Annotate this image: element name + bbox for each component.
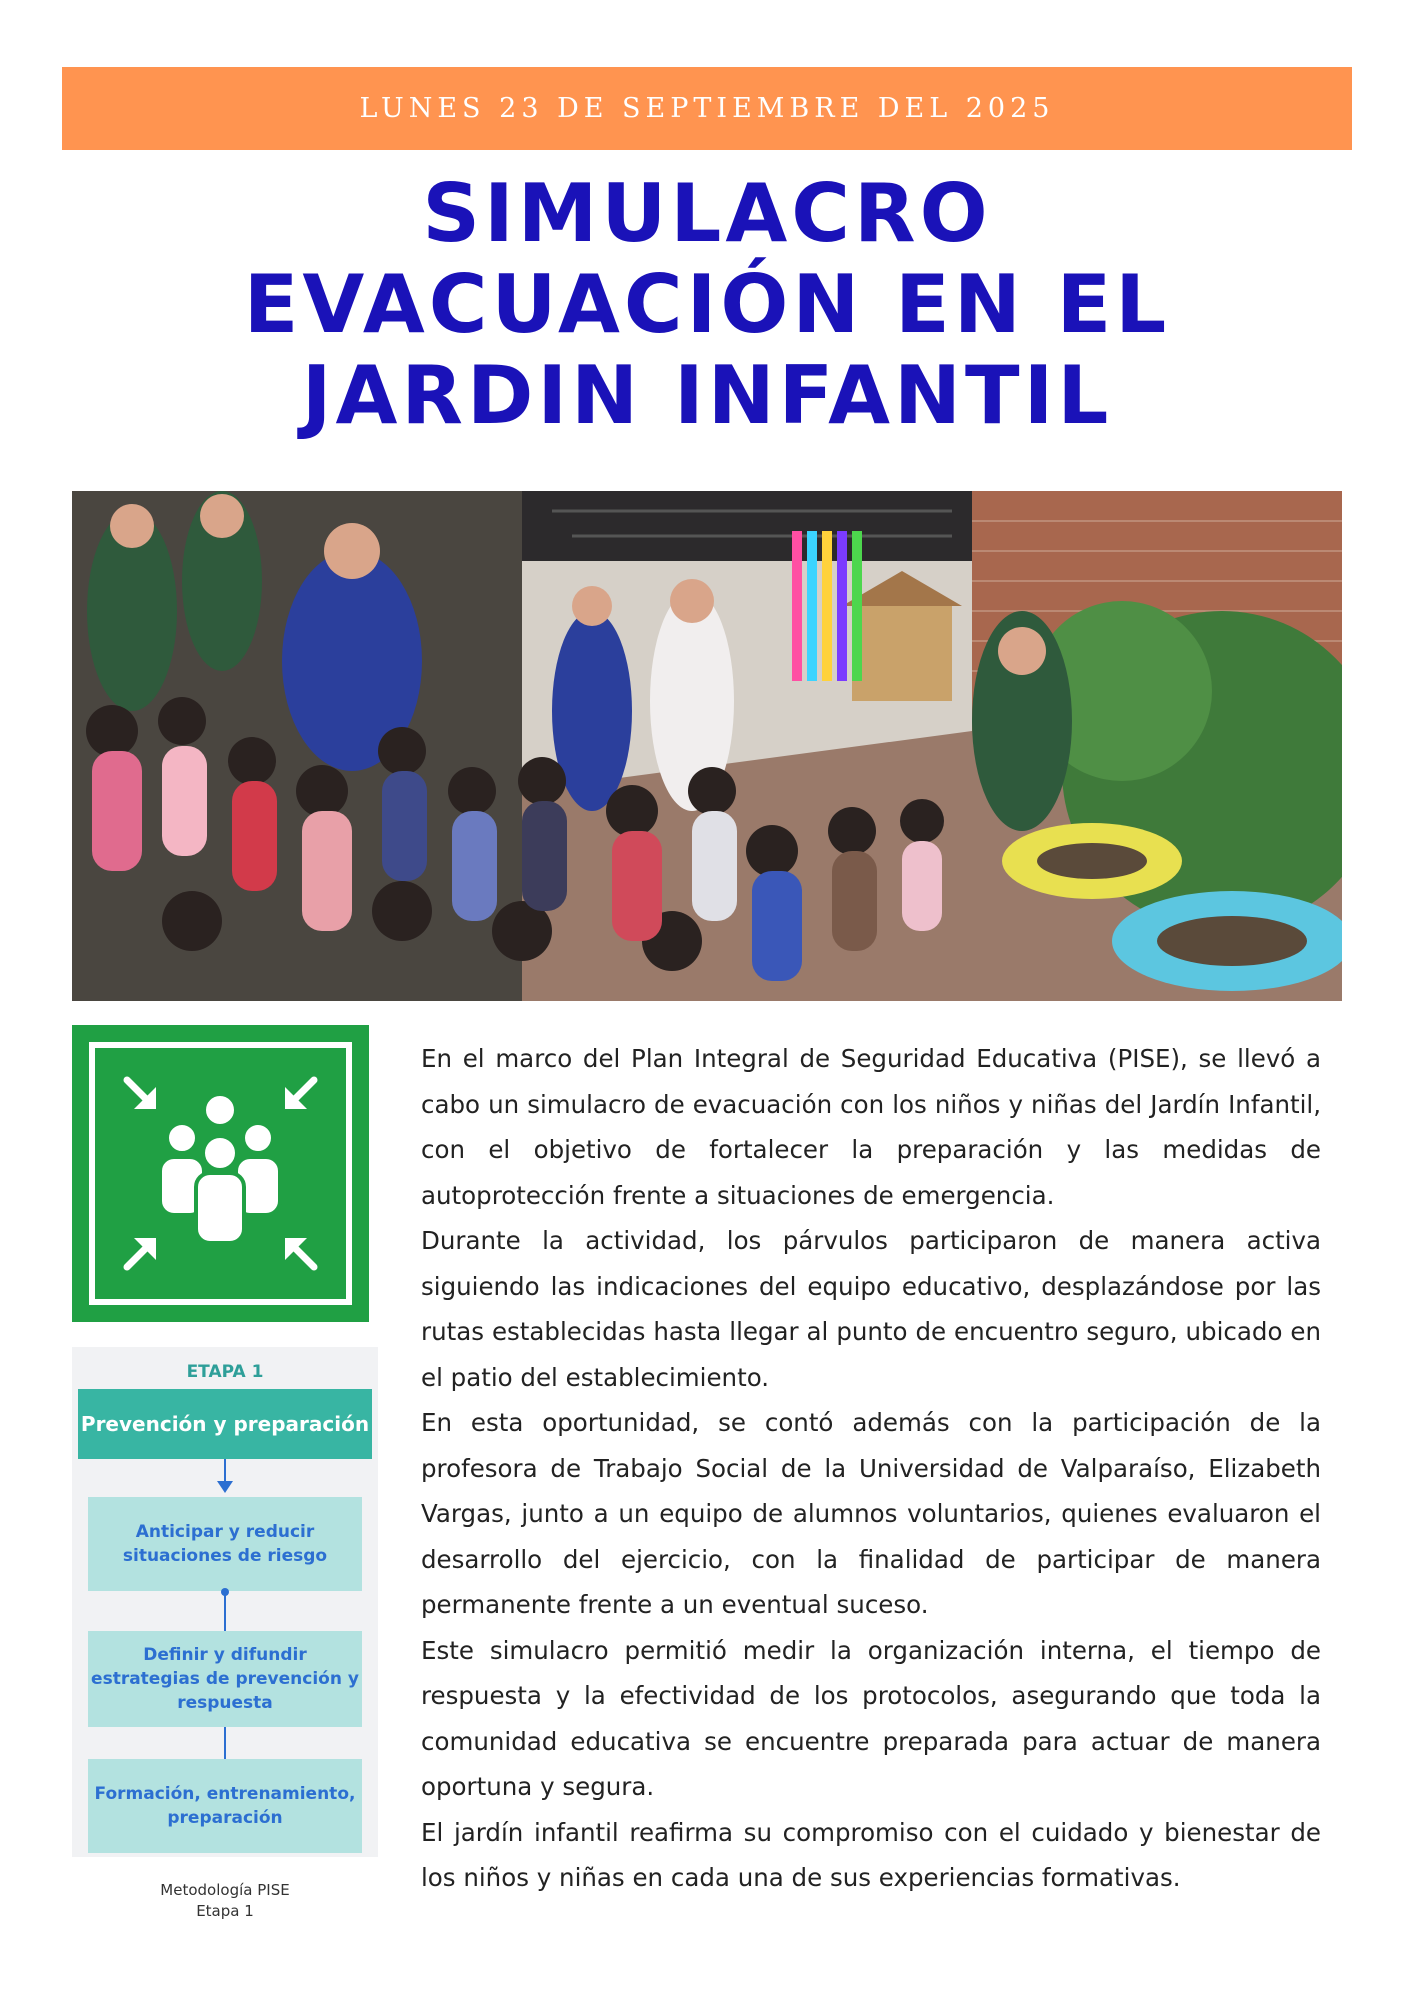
pise-step: Definir y difundir estrategias de prevención y respuesta bbox=[88, 1631, 362, 1727]
date-banner bbox=[62, 67, 1352, 150]
article-body bbox=[421, 1036, 1321, 1901]
pise-stage-title: Prevención y preparación bbox=[78, 1389, 372, 1459]
connector-line bbox=[224, 1591, 226, 1631]
pise-diagram bbox=[72, 1347, 378, 1857]
paragraph: Durante la actividad, los párvulos participaron de manera activa siguiendo las indicaciones del equipo educativo, desplazándose por las rutas establecidas hasta llegar al punto de encuentro seguro, ubicado en el patio del establecimiento. bbox=[421, 1226, 1321, 1392]
photo-icon bbox=[72, 491, 1342, 1001]
page-title bbox=[62, 168, 1352, 441]
title-line: SIMULACRO bbox=[422, 167, 992, 260]
evacuation-photo bbox=[72, 491, 1342, 1001]
pise-step: Formación, entrenamiento, preparación bbox=[88, 1759, 362, 1853]
date-text: LUNES 23 DE SEPTIEMBRE DEL 2025 bbox=[359, 93, 1055, 124]
paragraph: El jardín infantil reafirma su compromiso con el cuidado y bienestar de los niños y niñas en cada una de sus experiencias formativas. bbox=[421, 1817, 1321, 1892]
pise-caption bbox=[72, 1880, 378, 1922]
title-line: EVACUACIÓN EN EL bbox=[243, 258, 1171, 351]
paragraph: Este simulacro permitió medir la organización interna, el tiempo de respuesta y la efectividad de los protocolos, asegurando que toda la comunidad educativa se encuentre preparada para actuar de manera oportuna y segura. bbox=[421, 1635, 1321, 1801]
connector-line bbox=[224, 1727, 226, 1759]
title-line: JARDIN INFANTIL bbox=[301, 349, 1113, 442]
caption-line: Metodología PISE bbox=[160, 1881, 290, 1899]
caption-line: Etapa 1 bbox=[196, 1902, 254, 1920]
paragraph: En esta oportunidad, se contó además con la participación de la profesora de Trabajo Social de la Universidad de Valparaíso, Elizabeth Vargas, junto a un equipo de alumnos voluntarios, quienes evaluaron el desarrollo del ejercicio, con la finalidad de participar de manera permanente frente a un eventual suceso. bbox=[421, 1408, 1321, 1619]
paragraph: En el marco del Plan Integral de Seguridad Educativa (PISE), se llevó a cabo un simulacro de evacuación con los niños y niñas del Jardín Infantil, con el objetivo de fortalecer la preparación y las medidas de autoprotección frente a situaciones de emergencia. bbox=[421, 1044, 1321, 1210]
assembly-point-icon bbox=[72, 1025, 369, 1322]
dot-icon bbox=[220, 1587, 230, 1597]
pise-step: Anticipar y reducir situaciones de riesgo bbox=[88, 1497, 362, 1591]
assembly-point-sign bbox=[72, 1025, 369, 1322]
arrow-down-icon bbox=[217, 1481, 233, 1493]
pise-stage-label: ETAPA 1 bbox=[186, 1362, 264, 1382]
